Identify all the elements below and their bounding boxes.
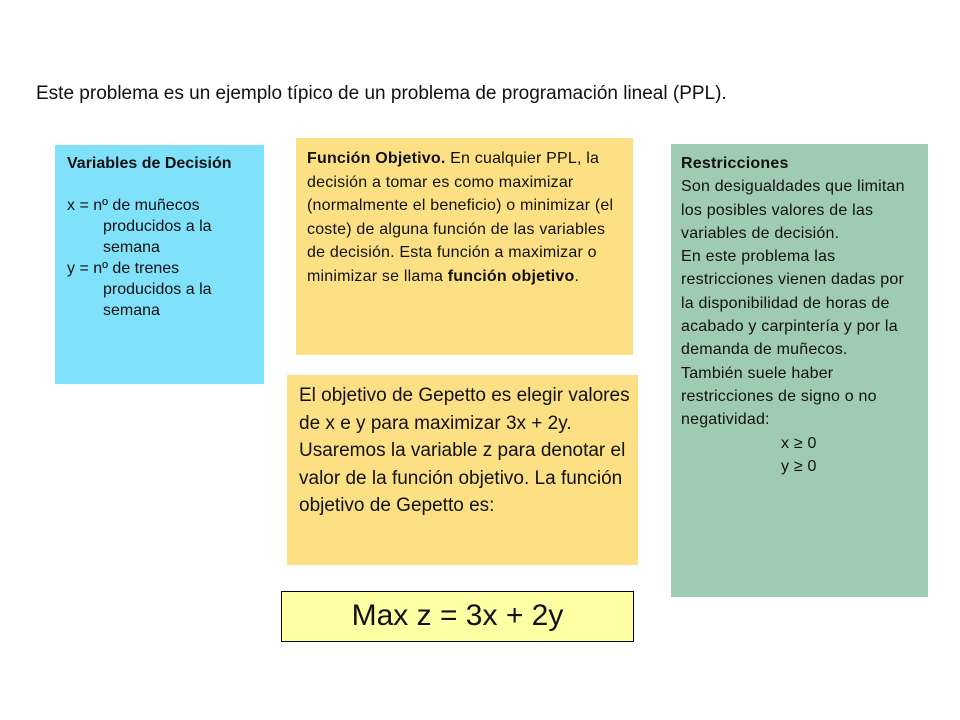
inequality-y: y ≥ 0 [781, 457, 817, 475]
restrictions-problem-text: En este problema las restricciones vienen dadas por la disponibilidad de horas de acabado y carpintería y por la demanda de muñecos. [681, 248, 905, 359]
decision-variables-box [55, 145, 264, 384]
decision-variables-title: Variables de Decisión [67, 155, 232, 172]
objective-function-box [296, 138, 633, 355]
variable-y-definition: y = nº de trenes producidos a la semana [67, 260, 212, 319]
objective-formula-box: Max z = 3x + 2y [281, 591, 634, 642]
intro-text: Este problema es un ejemplo típico de un problema de programación lineal (PPL). [36, 83, 727, 104]
gepetto-goal-box: El objetivo de Gepetto es elegir valores de x e y para maximizar 3x + 2y. Usaremos la variable z para denotar el valor de la función objetivo. La función objetivo de Gepetto es: [287, 375, 638, 565]
objective-function-title: Función Objetivo. [307, 150, 446, 167]
objective-function-body: En cualquier PPL, la decisión a tomar es como maximizar (normalmente el beneficio) o minimizar (el coste) de alguna función de las variables de decisión. Esta función a maximizar o minimizar se llama [307, 150, 614, 285]
objective-function-term: función objetivo [447, 267, 575, 285]
restrictions-sign-text: También suele haber restricciones de signo o no negatividad: [681, 364, 877, 429]
objective-function-end: . [574, 267, 580, 285]
restrictions-definition: Son desigualdades que limitan los posibles valores de las variables de decisión. [681, 178, 905, 242]
restrictions-box [671, 144, 928, 597]
inequality-x: x ≥ 0 [781, 434, 817, 452]
restrictions-title: Restricciones [681, 155, 789, 172]
variable-x-definition: x = nº de muñecos producidos a la semana [67, 197, 212, 256]
